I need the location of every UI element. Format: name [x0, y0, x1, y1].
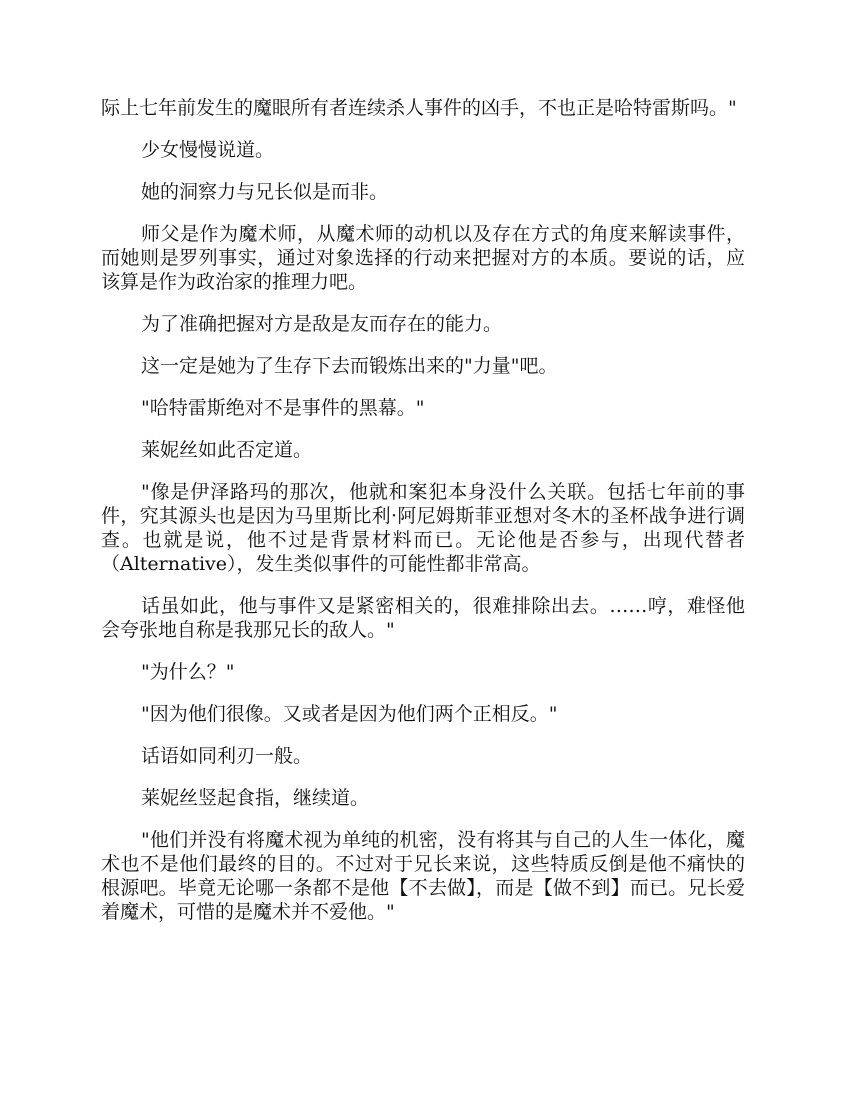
paragraph: 师父是作为魔术师，从魔术师的动机以及存在方式的角度来解读事件，而她则是罗列事实，通过对象选择的行动来把握对方的本质。要说的话，应该算是作为政治家的推理力吧。: [101, 223, 745, 293]
paragraph: "为什么？": [141, 661, 235, 683]
paragraph: 莱妮丝竖起食指，继续道。: [141, 787, 370, 809]
paragraph: 际上七年前发生的魔眼所有者连续杀人事件的凶手，不也正是哈特雷斯吗。": [101, 97, 737, 119]
paragraph: 莱妮丝如此否定道。: [141, 439, 313, 461]
paragraph: 为了准确把握对方是敌是友而存在的能力。: [141, 313, 503, 335]
paragraph: "像是伊泽路玛的那次，他就和案犯本身没什么关联。包括七年前的事件，究其源头也是因为马里斯比利·阿尼姆斯菲亚想对冬木的圣杯战争进行调查。也就是说，他不过是背景材料而已。无论他是否参与，出现代替者（Alternative），发生类似事件的可能性都非常高。: [101, 481, 745, 575]
paragraph: 话语如同利刃一般。: [141, 745, 313, 767]
paragraph: "他们并没有将魔术视为单纯的机密，没有将其与自己的人生一体化，魔术也不是他们最终的目的。不过对于兄长来说，这些特质反倒是他不痛快的根源吧。毕竟无论哪一条都不是他【不去做】，而是【做不到】而已。兄长爱着魔术，可惜的是魔术并不爱他。": [101, 829, 745, 923]
paragraph: 这一定是她为了生存下去而锻炼出来的"力量"吧。: [141, 355, 558, 377]
paragraph: "因为他们很像。又或者是因为他们两个正相反。": [141, 703, 558, 725]
document-body: [101, 96, 745, 942]
paragraph: 少女慢慢说道。: [141, 139, 275, 161]
paragraph: 她的洞察力与兄长似是而非。: [141, 181, 389, 203]
paragraph: 话虽如此，他与事件又是紧密相关的，很难排除出去。……哼，难怪他会夸张地自称是我那兄长的敌人。": [101, 595, 745, 641]
paragraph: "哈特雷斯绝对不是事件的黑幕。": [141, 397, 425, 419]
